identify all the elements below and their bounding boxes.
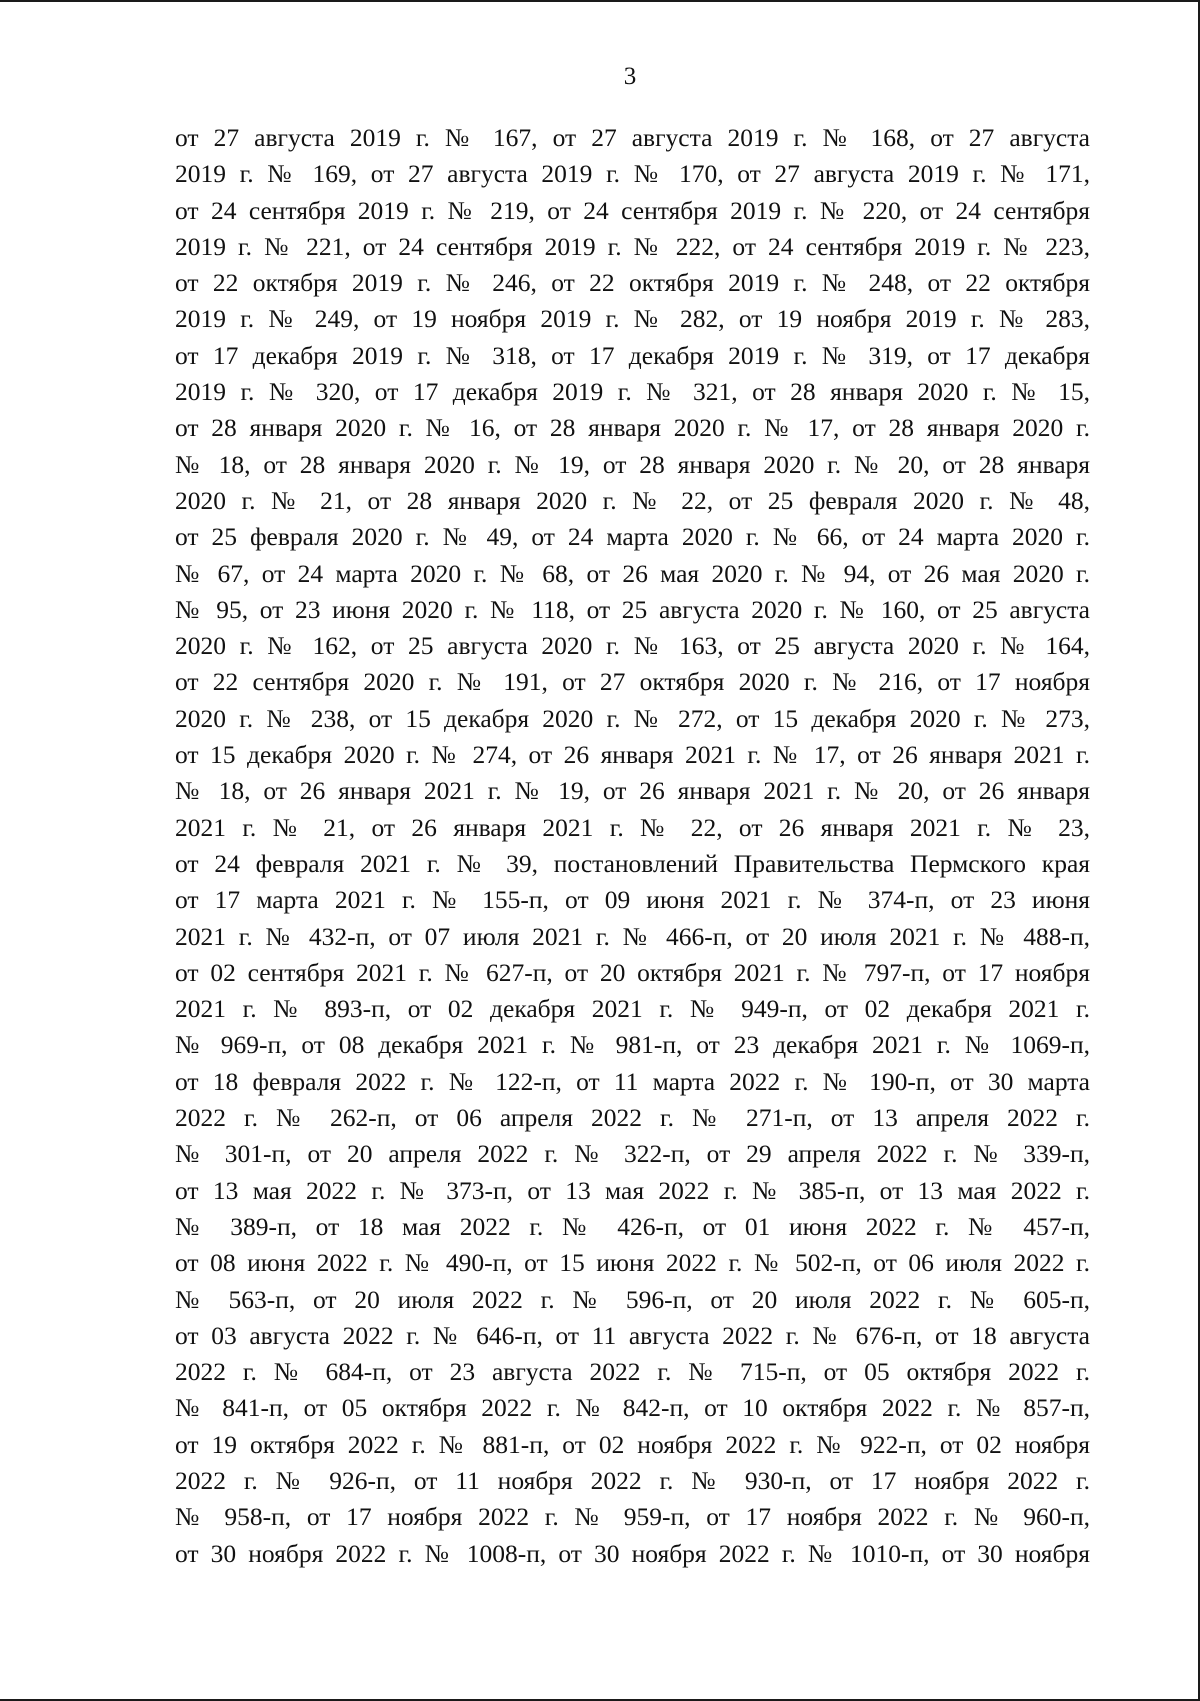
- text-line: от 02 сентября 2021 г. № 627-п, от 20 октября 2021 г. № 797-п, от 17 ноября: [175, 957, 1090, 987]
- text-line: 2021 г. № 893-п, от 02 декабря 2021 г. № 949-п, от 02 декабря 2021 г.: [175, 994, 1090, 1024]
- text-line: от 03 августа 2022 г. № 646-п, от 11 августа 2022 г. № 676-п, от 18 августа: [175, 1320, 1090, 1350]
- page-number: 3: [623, 63, 637, 90]
- text-line: № 18, от 28 января 2020 г. № 19, от 28 января 2020 г. № 20, от 28 января: [175, 449, 1090, 479]
- text-line: 2021 г. № 432-п, от 07 июля 2021 г. № 466-п, от 20 июля 2021 г. № 488-п,: [175, 921, 1090, 951]
- text-line: № 18, от 26 января 2021 г. № 19, от 26 января 2021 г. № 20, от 26 января: [175, 776, 1090, 806]
- text-line: 2019 г. № 221, от 24 сентября 2019 г. № 222, от 24 сентября 2019 г. № 223,: [175, 231, 1090, 261]
- text-line: 2020 г. № 21, от 28 января 2020 г. № 22, от 25 февраля 2020 г. № 48,: [175, 485, 1090, 515]
- text-line: 2021 г. № 21, от 26 января 2021 г. № 22, от 26 января 2021 г. № 23,: [175, 812, 1090, 842]
- text-line: 2019 г. № 169, от 27 августа 2019 г. № 170, от 27 августа 2019 г. № 171,: [175, 159, 1090, 189]
- text-line: от 08 июня 2022 г. № 490-п, от 15 июня 2022 г. № 502-п, от 06 июля 2022 г.: [175, 1248, 1090, 1278]
- text-line: от 28 января 2020 г. № 16, от 28 января 2020 г. № 17, от 28 января 2020 г.: [175, 413, 1090, 443]
- text-line: от 19 октября 2022 г. № 881-п, от 02 ноября 2022 г. № 922-п, от 02 ноября: [175, 1429, 1090, 1459]
- text-line: от 25 февраля 2020 г. № 49, от 24 марта 2020 г. № 66, от 24 марта 2020 г.: [175, 522, 1090, 552]
- text-line: 2022 г. № 262-п, от 06 апреля 2022 г. № 271-п, от 13 апреля 2022 г.: [175, 1103, 1090, 1133]
- text-line: от 15 декабря 2020 г. № 274, от 26 января 2021 г. № 17, от 26 января 2021 г.: [175, 740, 1090, 770]
- text-line: № 969-п, от 08 декабря 2021 г. № 981-п, от 23 декабря 2021 г. № 1069-п,: [175, 1030, 1090, 1060]
- text-line: от 24 февраля 2021 г. № 39, постановлений Правительства Пермского края: [175, 848, 1090, 878]
- text-line: от 13 мая 2022 г. № 373-п, от 13 мая 2022 г. № 385-п, от 13 мая 2022 г.: [175, 1175, 1090, 1205]
- text-line: от 27 августа 2019 г. № 167, от 27 августа 2019 г. № 168, от 27 августа: [175, 123, 1090, 152]
- text-line: от 18 февраля 2022 г. № 122-п, от 11 марта 2022 г. № 190-п, от 30 марта: [175, 1066, 1090, 1096]
- text-line: 2019 г. № 249, от 19 ноября 2019 г. № 282, от 19 ноября 2019 г. № 283,: [175, 304, 1090, 334]
- text-line: от 17 марта 2021 г. № 155-п, от 09 июня 2021 г. № 374-п, от 23 июня: [175, 885, 1090, 915]
- text-line: от 30 ноября 2022 г. № 1008-п, от 30 ноября 2022 г. № 1010-п, от 30 ноября: [175, 1538, 1090, 1568]
- text-line: № 958-п, от 17 ноября 2022 г. № 959-п, от 17 ноября 2022 г. № 960-п,: [175, 1502, 1090, 1532]
- scan-edge-top: [0, 0, 1200, 2]
- text-line: № 67, от 24 марта 2020 г. № 68, от 26 мая 2020 г. № 94, от 26 мая 2020 г.: [175, 558, 1090, 588]
- text-line: № 841-п, от 05 октября 2022 г. № 842-п, от 10 октября 2022 г. № 857-п,: [175, 1393, 1090, 1423]
- text-line: от 24 сентября 2019 г. № 219, от 24 сентября 2019 г. № 220, от 24 сентября: [175, 195, 1090, 225]
- text-line: 2020 г. № 162, от 25 августа 2020 г. № 163, от 25 августа 2020 г. № 164,: [175, 631, 1090, 661]
- text-line: от 22 сентября 2020 г. № 191, от 27 октября 2020 г. № 216, от 17 ноября: [175, 667, 1090, 697]
- text-line: 2020 г. № 238, от 15 декабря 2020 г. № 272, от 15 декабря 2020 г. № 273,: [175, 703, 1090, 733]
- text-line: от 17 декабря 2019 г. № 318, от 17 декабря 2019 г. № 319, от 17 декабря: [175, 340, 1090, 370]
- body-text: [175, 120, 1090, 1572]
- text-line: № 301-п, от 20 апреля 2022 г. № 322-п, от 29 апреля 2022 г. № 339-п,: [175, 1139, 1090, 1169]
- text-line: от 22 октября 2019 г. № 246, от 22 октября 2019 г. № 248, от 22 октября: [175, 268, 1090, 298]
- text-line: № 95, от 23 июня 2020 г. № 118, от 25 августа 2020 г. № 160, от 25 августа: [175, 594, 1090, 624]
- text-line: 2019 г. № 320, от 17 декабря 2019 г. № 321, от 28 января 2020 г. № 15,: [175, 377, 1090, 407]
- text-line: 2022 г. № 926-п, от 11 ноября 2022 г. № 930-п, от 17 ноября 2022 г.: [175, 1465, 1090, 1495]
- text-line: № 563-п, от 20 июля 2022 г. № 596-п, от 20 июля 2022 г. № 605-п,: [175, 1284, 1090, 1314]
- text-line: № 389-п, от 18 мая 2022 г. № 426-п, от 01 июня 2022 г. № 457-п,: [175, 1211, 1090, 1241]
- text-line: 2022 г. № 684-п, от 23 августа 2022 г. № 715-п, от 05 октября 2022 г.: [175, 1357, 1090, 1387]
